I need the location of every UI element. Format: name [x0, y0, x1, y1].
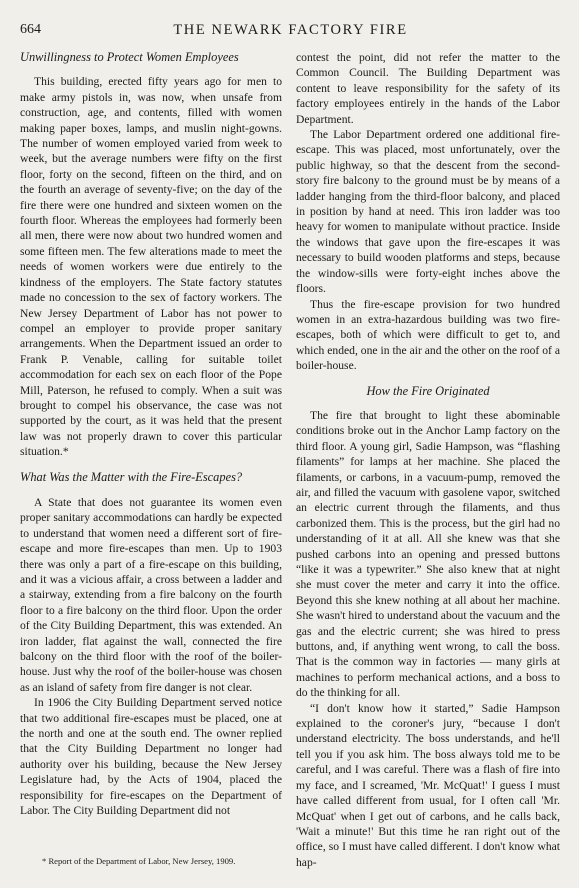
running-title: THE NEWARK FACTORY FIRE — [173, 22, 408, 38]
paragraph: The fire that brought to light these abominable conditions broke out in the Anchor Lamp factory on the third floor. A young girl, Sadie Hampson, was “flashing filaments” for lamps at her machine. She placed the filaments, or carbons, in a vacuum-pump, removed the air, and filled the vacuum with gasolene vapor, switched an electric current through the filaments, and thus carbonized them. This is the process, but the girl had no understanding of it at all. All she knew was that she pushed carbons into an opening and pressed buttons “like it was a typewriter.” She also knew that at night she must cover the meter and carry it into the office. Beyond this she knew nothing at all about her machine. She wasn't hired to understand about the vacuum and the gas and the electric current; she was hired to press buttons, and, if anything went wrong, to call the boss. That is the common way in factories — many girls at machines to perform mechanical actions, and a boss to do the thinking for all. — [296, 408, 560, 700]
right-column — [296, 50, 560, 870]
section-heading-fire-escapes: What Was the Matter with the Fire-Escapes? — [20, 469, 243, 484]
paragraph: A State that does not guarantee its women even proper sanitary accommodations can hardly be expected to understand that women need a different sort of fire-escape and more fire-escapes than men. Up to 1903 there was only a part of a fire-escape on this building, and it was a vicious affair, a cross between a ladder and a stairway, extending from a fire balcony on the fourth floor to a fire balcony on the third floor. Upon the order of the City Building Department, this was extended. An iron ladder, flat against the wall, connected the fire balcony on the third floor with the roof of the boiler-house. Just why the roof of the boiler-house was chosen as an island of safety from fire danger is not clear. — [20, 495, 282, 694]
paragraph: “I don't know how it started,” Sadie Hampson explained to the coroner's jury, “because I don't understand electricity. The boss understands, and he'll tell you if you ask him. The boss always told me to be careful, and I was careful. There was a flash of fire into my face, and I screamed, 'Mr. McQuat!' I guess I must have called different from usual, for I often call 'Mr. McQuat' when I get out of carbons, and he calls back, 'Wait a minute!' But this time he ran right out of the office, so I must have called different. I don't know what hap- — [296, 701, 560, 869]
footnote: * Report of the Department of Labor, New Jersey, 1909. — [42, 856, 236, 866]
section-heading-fire-originated: How the Fire Originated — [366, 383, 490, 398]
page-header — [20, 22, 561, 40]
paragraph: Thus the fire-escape provision for two hundred women in an extra-hazardous building was two fire-escapes, both of which were difficult to get to, and which ended, one in the air and the other on the roof of a boiler-house. — [296, 297, 560, 373]
section-heading-unwillingness: Unwillingness to Protect Women Employees — [20, 50, 239, 64]
left-column — [20, 50, 282, 819]
paragraph: The Labor Department ordered one additional fire-escape. This was placed, most unfortunately, over the public highway, so that the descent from the second-story fire balcony to the ground must be by means of a ladder hanging from the third-floor balcony, and placed in position by hand at need. This iron ladder was too heavy for women to manipulate without practice. Inside the windows that gave upon the fire-escapes it was necessary to build wooden platforms and steps, because the window-sills were forty-eight inches above the floors. — [296, 128, 560, 296]
paragraph: In 1906 the City Building Department served notice that two additional fire-escapes must be placed, one at the north and one at the south end. The owner replied that the City Building Department no longer had authority over his building, because the New Jersey Legislature had, by the Acts of 1904, placed the responsibility for fire-escapes on the Department of Labor. The City Building Department did not — [20, 696, 282, 818]
paragraph: This building, erected fifty years ago for men to make army pistols in, was now, when unsafe from construction, age, and contents, filled with women making paper boxes, lamps, and muslin night-gowns. The number of women employed varied from week to week, but the average numbers were fifty on the first floor, forty on the second, fifteen on the third, and on the fourth an average of seventy-five; on the day of the fire there were one hundred and sixteen women on the fourth floor. Whereas the employees had formerly been all men, there were now about two hundred women and some fifteen men. The few alterations made to meet the needs of women workers were due entirely to the kindness of the employers. The State factory statutes made no concession to the sex of factory workers. The New Jersey Department of Labor has not power to compel an employer to provide proper sanitary arrangements. When the Department issued an order to Frank P. Venable, calling for suitable toilet accommodation for each sex on each floor of the Pope Mill, Paterson, he refused to comply. When a suit was brought to compel his observance, the case was not supported by the court, as it was held that the present law was not properly drawn to cover this particular situation.* — [20, 75, 282, 459]
paragraph: contest the point, did not refer the matter to the Common Council. The Building Department was content to leave responsibility for the safety of its factory employees entirely in the hands of the Labor Department. — [296, 51, 560, 126]
page-number: 664 — [20, 22, 41, 37]
